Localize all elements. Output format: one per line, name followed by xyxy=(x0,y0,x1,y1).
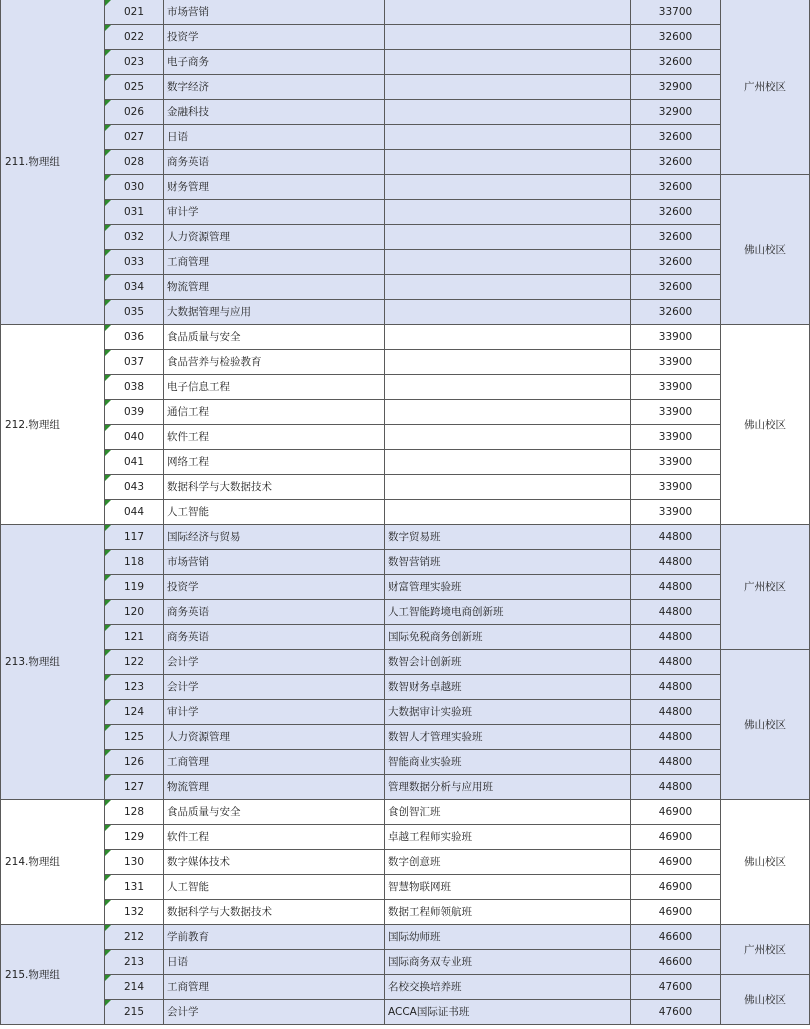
fee-cell: 32600 xyxy=(631,125,721,150)
code-cell: 130 xyxy=(105,850,164,875)
class-cell xyxy=(385,450,631,475)
table-row xyxy=(1,0,810,25)
code-cell: 126 xyxy=(105,750,164,775)
class-cell xyxy=(385,300,631,325)
fee-cell: 32900 xyxy=(631,75,721,100)
class-cell: 大数据审计实验班 xyxy=(385,700,631,725)
major-cell: 工商管理 xyxy=(164,750,385,775)
class-cell: 数字贸易班 xyxy=(385,525,631,550)
campus-cell: 佛山校区 xyxy=(721,650,810,800)
fee-cell: 46900 xyxy=(631,850,721,875)
major-cell: 人力资源管理 xyxy=(164,725,385,750)
major-cell: 日语 xyxy=(164,125,385,150)
code-cell: 031 xyxy=(105,200,164,225)
fee-cell: 32600 xyxy=(631,150,721,175)
class-cell xyxy=(385,250,631,275)
code-cell: 132 xyxy=(105,900,164,925)
table-row xyxy=(1,150,810,175)
major-cell: 工商管理 xyxy=(164,250,385,275)
table-row xyxy=(1,650,810,675)
major-cell: 学前教育 xyxy=(164,925,385,950)
table-row xyxy=(1,600,810,625)
fee-cell: 33900 xyxy=(631,325,721,350)
class-cell: 名校交换培养班 xyxy=(385,975,631,1000)
major-cell: 网络工程 xyxy=(164,450,385,475)
code-cell: 129 xyxy=(105,825,164,850)
table-row xyxy=(1,50,810,75)
fee-cell: 44800 xyxy=(631,775,721,800)
campus-cell: 广州校区 xyxy=(721,525,810,650)
table-row xyxy=(1,375,810,400)
code-cell: 125 xyxy=(105,725,164,750)
major-cell: 会计学 xyxy=(164,1000,385,1025)
table-row xyxy=(1,900,810,925)
table-row xyxy=(1,500,810,525)
campus-cell: 广州校区 xyxy=(721,925,810,975)
table-row xyxy=(1,700,810,725)
major-cell: 会计学 xyxy=(164,650,385,675)
class-cell xyxy=(385,475,631,500)
fee-cell: 44800 xyxy=(631,650,721,675)
major-cell: 软件工程 xyxy=(164,825,385,850)
table-row xyxy=(1,200,810,225)
code-cell: 035 xyxy=(105,300,164,325)
fee-cell: 46600 xyxy=(631,925,721,950)
major-cell: 食品质量与安全 xyxy=(164,800,385,825)
table-row xyxy=(1,525,810,550)
class-cell xyxy=(385,150,631,175)
code-cell: 025 xyxy=(105,75,164,100)
class-cell: 食创智汇班 xyxy=(385,800,631,825)
table-row xyxy=(1,350,810,375)
major-cell: 食品质量与安全 xyxy=(164,325,385,350)
code-cell: 037 xyxy=(105,350,164,375)
class-cell: 国际幼师班 xyxy=(385,925,631,950)
class-cell xyxy=(385,50,631,75)
major-cell: 审计学 xyxy=(164,700,385,725)
fee-cell: 44800 xyxy=(631,675,721,700)
code-cell: 022 xyxy=(105,25,164,50)
major-cell: 市场营销 xyxy=(164,0,385,25)
class-cell: ACCA国际证书班 xyxy=(385,1000,631,1025)
class-cell xyxy=(385,100,631,125)
table-row xyxy=(1,675,810,700)
fee-cell: 33900 xyxy=(631,400,721,425)
table-row xyxy=(1,925,810,950)
fee-cell: 33900 xyxy=(631,450,721,475)
code-cell: 043 xyxy=(105,475,164,500)
group-cell: 213.物理组 xyxy=(1,525,105,800)
code-cell: 044 xyxy=(105,500,164,525)
table-row xyxy=(1,25,810,50)
major-cell: 人工智能 xyxy=(164,500,385,525)
major-cell: 日语 xyxy=(164,950,385,975)
code-cell: 118 xyxy=(105,550,164,575)
fee-cell: 44800 xyxy=(631,575,721,600)
class-cell xyxy=(385,500,631,525)
major-cell: 数据科学与大数据技术 xyxy=(164,475,385,500)
major-cell: 电子信息工程 xyxy=(164,375,385,400)
major-cell: 投资学 xyxy=(164,25,385,50)
code-cell: 117 xyxy=(105,525,164,550)
table-row xyxy=(1,450,810,475)
fee-cell: 33900 xyxy=(631,375,721,400)
code-cell: 021 xyxy=(105,0,164,25)
class-cell: 数字创意班 xyxy=(385,850,631,875)
fee-cell: 32600 xyxy=(631,300,721,325)
fee-cell: 44800 xyxy=(631,625,721,650)
major-cell: 市场营销 xyxy=(164,550,385,575)
table-row xyxy=(1,775,810,800)
fee-cell: 33900 xyxy=(631,500,721,525)
fee-cell: 44800 xyxy=(631,600,721,625)
group-cell: 211.物理组 xyxy=(1,0,105,325)
fee-cell: 44800 xyxy=(631,700,721,725)
table-row xyxy=(1,825,810,850)
table-row xyxy=(1,275,810,300)
code-cell: 212 xyxy=(105,925,164,950)
table-body xyxy=(1,0,810,1025)
major-cell: 会计学 xyxy=(164,675,385,700)
class-cell: 财富管理实验班 xyxy=(385,575,631,600)
class-cell xyxy=(385,125,631,150)
table-row xyxy=(1,125,810,150)
class-cell: 人工智能跨境电商创新班 xyxy=(385,600,631,625)
code-cell: 027 xyxy=(105,125,164,150)
class-cell: 国际商务双专业班 xyxy=(385,950,631,975)
table-row xyxy=(1,175,810,200)
class-cell: 智慧物联网班 xyxy=(385,875,631,900)
table-row xyxy=(1,550,810,575)
major-cell: 大数据管理与应用 xyxy=(164,300,385,325)
major-cell: 物流管理 xyxy=(164,275,385,300)
major-cell: 电子商务 xyxy=(164,50,385,75)
major-cell: 数字经济 xyxy=(164,75,385,100)
campus-cell: 佛山校区 xyxy=(721,800,810,925)
fee-cell: 44800 xyxy=(631,525,721,550)
code-cell: 034 xyxy=(105,275,164,300)
fee-cell: 33900 xyxy=(631,350,721,375)
code-cell: 032 xyxy=(105,225,164,250)
class-cell: 卓越工程师实验班 xyxy=(385,825,631,850)
fee-cell: 33700 xyxy=(631,0,721,25)
table-row xyxy=(1,575,810,600)
major-cell: 商务英语 xyxy=(164,150,385,175)
major-cell: 通信工程 xyxy=(164,400,385,425)
table-row xyxy=(1,325,810,350)
code-cell: 121 xyxy=(105,625,164,650)
fee-cell: 44800 xyxy=(631,725,721,750)
table-row xyxy=(1,725,810,750)
table-row xyxy=(1,400,810,425)
fee-cell: 32900 xyxy=(631,100,721,125)
major-cell: 软件工程 xyxy=(164,425,385,450)
major-cell: 数字媒体技术 xyxy=(164,850,385,875)
table-row xyxy=(1,225,810,250)
code-cell: 124 xyxy=(105,700,164,725)
code-cell: 023 xyxy=(105,50,164,75)
code-cell: 038 xyxy=(105,375,164,400)
code-cell: 214 xyxy=(105,975,164,1000)
class-cell xyxy=(385,425,631,450)
class-cell: 国际免税商务创新班 xyxy=(385,625,631,650)
table-row xyxy=(1,750,810,775)
campus-cell: 佛山校区 xyxy=(721,325,810,525)
code-cell: 122 xyxy=(105,650,164,675)
fee-cell: 46900 xyxy=(631,800,721,825)
class-cell xyxy=(385,0,631,25)
class-cell: 数智人才管理实验班 xyxy=(385,725,631,750)
code-cell: 030 xyxy=(105,175,164,200)
major-cell: 人工智能 xyxy=(164,875,385,900)
class-cell: 数智财务卓越班 xyxy=(385,675,631,700)
fee-cell: 32600 xyxy=(631,25,721,50)
code-cell: 120 xyxy=(105,600,164,625)
code-cell: 028 xyxy=(105,150,164,175)
group-cell: 214.物理组 xyxy=(1,800,105,925)
fee-cell: 47600 xyxy=(631,975,721,1000)
table-row xyxy=(1,975,810,1000)
fee-cell: 33900 xyxy=(631,425,721,450)
fee-cell: 44800 xyxy=(631,750,721,775)
code-cell: 131 xyxy=(105,875,164,900)
table-row xyxy=(1,100,810,125)
fee-cell: 46900 xyxy=(631,875,721,900)
fee-cell: 32600 xyxy=(631,50,721,75)
table-row xyxy=(1,875,810,900)
major-cell: 审计学 xyxy=(164,200,385,225)
major-cell: 财务管理 xyxy=(164,175,385,200)
major-cell: 数据科学与大数据技术 xyxy=(164,900,385,925)
fee-cell: 33900 xyxy=(631,475,721,500)
table-row xyxy=(1,425,810,450)
table-row xyxy=(1,475,810,500)
major-cell: 商务英语 xyxy=(164,600,385,625)
table-row xyxy=(1,625,810,650)
fee-cell: 32600 xyxy=(631,200,721,225)
campus-cell: 佛山校区 xyxy=(721,175,810,325)
code-cell: 123 xyxy=(105,675,164,700)
class-cell: 数智营销班 xyxy=(385,550,631,575)
code-cell: 033 xyxy=(105,250,164,275)
table-row xyxy=(1,250,810,275)
code-cell: 213 xyxy=(105,950,164,975)
group-cell: 215.物理组 xyxy=(1,925,105,1025)
class-cell xyxy=(385,75,631,100)
class-cell xyxy=(385,275,631,300)
fee-cell: 46900 xyxy=(631,900,721,925)
class-cell: 智能商业实验班 xyxy=(385,750,631,775)
code-cell: 119 xyxy=(105,575,164,600)
class-cell xyxy=(385,175,631,200)
table-row xyxy=(1,300,810,325)
fee-cell: 32600 xyxy=(631,275,721,300)
class-cell xyxy=(385,375,631,400)
code-cell: 128 xyxy=(105,800,164,825)
code-cell: 041 xyxy=(105,450,164,475)
fee-cell: 44800 xyxy=(631,550,721,575)
table-row xyxy=(1,1000,810,1025)
class-cell xyxy=(385,325,631,350)
table-row xyxy=(1,75,810,100)
class-cell: 数据工程师领航班 xyxy=(385,900,631,925)
code-cell: 040 xyxy=(105,425,164,450)
major-cell: 人力资源管理 xyxy=(164,225,385,250)
class-cell: 数智会计创新班 xyxy=(385,650,631,675)
table-row xyxy=(1,800,810,825)
code-cell: 036 xyxy=(105,325,164,350)
code-cell: 026 xyxy=(105,100,164,125)
fee-cell: 32600 xyxy=(631,225,721,250)
class-cell xyxy=(385,25,631,50)
fee-cell: 32600 xyxy=(631,175,721,200)
code-cell: 127 xyxy=(105,775,164,800)
major-cell: 国际经济与贸易 xyxy=(164,525,385,550)
class-cell xyxy=(385,400,631,425)
major-cell: 商务英语 xyxy=(164,625,385,650)
fee-cell: 46600 xyxy=(631,950,721,975)
class-cell xyxy=(385,200,631,225)
major-cell: 金融科技 xyxy=(164,100,385,125)
fee-cell: 46900 xyxy=(631,825,721,850)
fee-cell: 47600 xyxy=(631,1000,721,1025)
table-row xyxy=(1,850,810,875)
fee-cell: 32600 xyxy=(631,250,721,275)
campus-cell: 佛山校区 xyxy=(721,975,810,1025)
table-row xyxy=(1,950,810,975)
major-cell: 投资学 xyxy=(164,575,385,600)
major-cell: 物流管理 xyxy=(164,775,385,800)
major-cell: 工商管理 xyxy=(164,975,385,1000)
class-cell xyxy=(385,350,631,375)
class-cell xyxy=(385,225,631,250)
class-cell: 管理数据分析与应用班 xyxy=(385,775,631,800)
group-cell: 212.物理组 xyxy=(1,325,105,525)
code-cell: 039 xyxy=(105,400,164,425)
code-cell: 215 xyxy=(105,1000,164,1025)
campus-cell: 广州校区 xyxy=(721,0,810,175)
major-cell: 食品营养与检验教育 xyxy=(164,350,385,375)
